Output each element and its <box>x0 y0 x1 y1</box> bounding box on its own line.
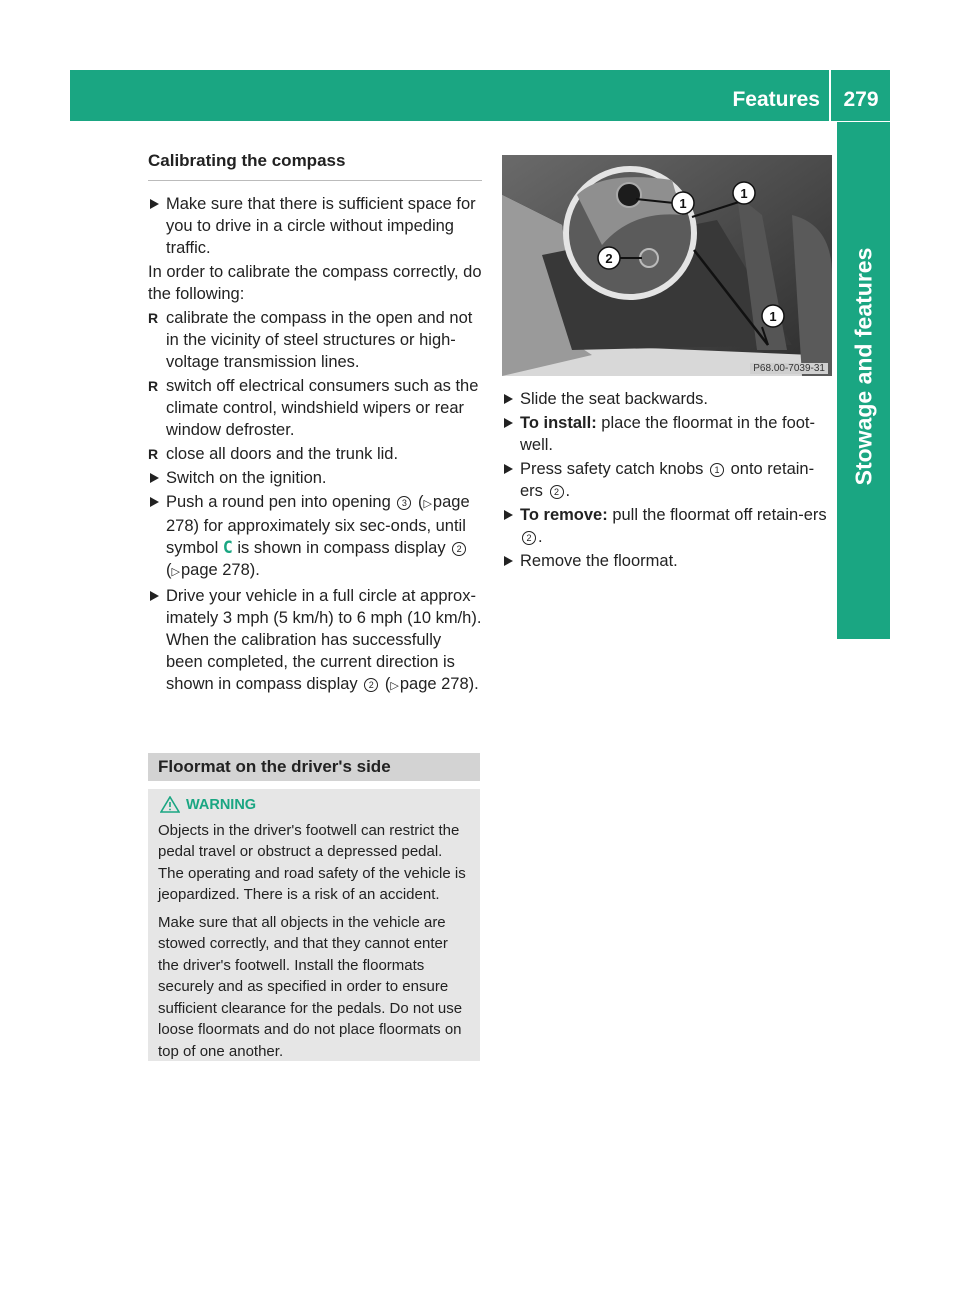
instruction-step: Drive your vehicle in a full circle at approx-imately 3 mph (5 km/h) to 6 mph (10 km/h). When the calibration has successfully been completed, the current direction is shown in compass display 2 (▷page 278). <box>148 585 482 697</box>
intro-text: In order to calibrate the compass correctly, do the following: <box>148 263 482 303</box>
step-text: Switch on the ignition. <box>166 469 327 487</box>
header-title: Features <box>732 88 820 111</box>
figure-callout-label: 1 <box>679 196 687 211</box>
warning-box <box>148 789 480 1061</box>
step-text: onto retain-ers <box>520 460 815 500</box>
step-text: Drive your vehicle in a full circle at approx-imately 3 mph (5 km/h) to 6 mph (10 km/h). <box>166 587 482 627</box>
callout-number: 3 <box>397 496 411 510</box>
callout-number: 1 <box>710 463 724 477</box>
warning-paragraph: Make sure that all objects in the vehicle are stowed correctly, and that they cannot enter the driver's footwell. Install the floormats securely and as specified in order to ensure sufficient clearance for the pedals. Do not use loose floormats and do not place floormats on top of one another. <box>158 913 463 1060</box>
warning-paragraph: Objects in the driver's footwell can restrict the pedal travel or obstruct a depressed pedal. The operating and road safety of the vehicle is jeopardized. There is a risk of an accident. <box>158 821 466 903</box>
page-number: 279 <box>843 88 879 111</box>
figure-callout <box>733 182 755 204</box>
instruction-step <box>502 412 832 456</box>
instruction-step <box>148 193 482 259</box>
instruction-step <box>148 467 482 489</box>
step-text: Make sure that there is sufficient space for you to drive in a circle without impeding traffic. <box>166 195 476 257</box>
figure-callout-label: 2 <box>605 251 613 266</box>
figure-code: P68.00-7039-31 <box>750 363 828 374</box>
section-heading-floormat <box>148 753 480 781</box>
step-text: Push a round pen into opening <box>166 493 391 511</box>
figure-callout <box>762 305 784 327</box>
bullet-item <box>148 443 482 465</box>
bullet-item <box>148 307 482 373</box>
bullet-text: switch off electrical consumers such as the climate control, windshield wipers or rear window defroster. <box>166 377 479 439</box>
right-column <box>502 386 832 572</box>
step-text: place the floormat in the foot-well. <box>520 414 815 454</box>
step-text: Press safety catch knobs <box>520 460 704 478</box>
instruction-step: Push a round pen into opening 3 (▷page 278) for approximately six sec-onds, until symbol C is shown in compass display 2 (▷page 278). <box>148 491 482 583</box>
step-label: To remove: <box>520 506 608 524</box>
callout-number: 2 <box>364 678 378 692</box>
bullet-text: close all doors and the trunk lid. <box>166 445 399 463</box>
page-header <box>70 70 890 121</box>
figure-callout-label: 1 <box>740 186 748 201</box>
chapter-tab-marker <box>837 588 890 639</box>
step-text: is shown in compass display <box>237 539 446 557</box>
figure-callout-label: 1 <box>769 309 777 324</box>
chapter-tab-label-wrap <box>837 122 890 610</box>
section-heading-text: Floormat on the driver's side <box>158 757 391 776</box>
step-text: Slide the seat backwards. <box>520 390 709 408</box>
warning-title-text: WARNING <box>186 797 257 813</box>
floormat-illustration <box>502 155 832 376</box>
callout-number: 2 <box>452 542 466 556</box>
step-text: Remove the floormat. <box>520 552 678 570</box>
instruction-step <box>502 550 832 572</box>
chapter-tab-label: Stowage and features <box>850 247 877 485</box>
page-ref-arrow-icon[interactable]: ▷ <box>171 566 180 578</box>
instruction-step <box>502 388 832 410</box>
figure-callout <box>598 247 620 269</box>
instruction-step: Press safety catch knobs 1 onto retain-ers 2 . <box>502 458 832 502</box>
step-text[interactable]: page 278) for approximately six sec-onds, until symbol <box>166 493 470 557</box>
step-text: When the calibration has successfully been completed, the current direction is shown in compass display <box>166 631 455 693</box>
page-ref-arrow-icon[interactable]: ▷ <box>423 498 432 510</box>
callout-number: 2 <box>550 485 564 499</box>
footwell-drawing <box>502 155 832 376</box>
header-divider <box>829 70 831 121</box>
compass-symbol: C <box>222 538 233 557</box>
warning-triangle-icon <box>160 796 180 813</box>
figure-callout <box>672 192 694 214</box>
step-text: pull the floormat off retain-ers <box>612 506 827 524</box>
bullet-item <box>148 375 482 441</box>
callout-number: 2 <box>522 531 536 545</box>
section-heading-calibrate: Calibrating the compass <box>148 150 482 181</box>
page-ref-link[interactable]: page 278). <box>399 675 479 693</box>
step-label: To install: <box>520 414 597 432</box>
warning-title <box>158 795 472 817</box>
left-column <box>148 150 482 697</box>
instruction-step: To remove: pull the floormat off retain-ers 2 . <box>502 504 832 548</box>
page-ref-arrow-icon[interactable]: ▷ <box>390 680 399 692</box>
bullet-text: calibrate the compass in the open and not in the vicinity of steel structures or high-voltage transmission lines. <box>166 309 473 371</box>
page-ref-link[interactable]: page 278). <box>180 561 260 579</box>
